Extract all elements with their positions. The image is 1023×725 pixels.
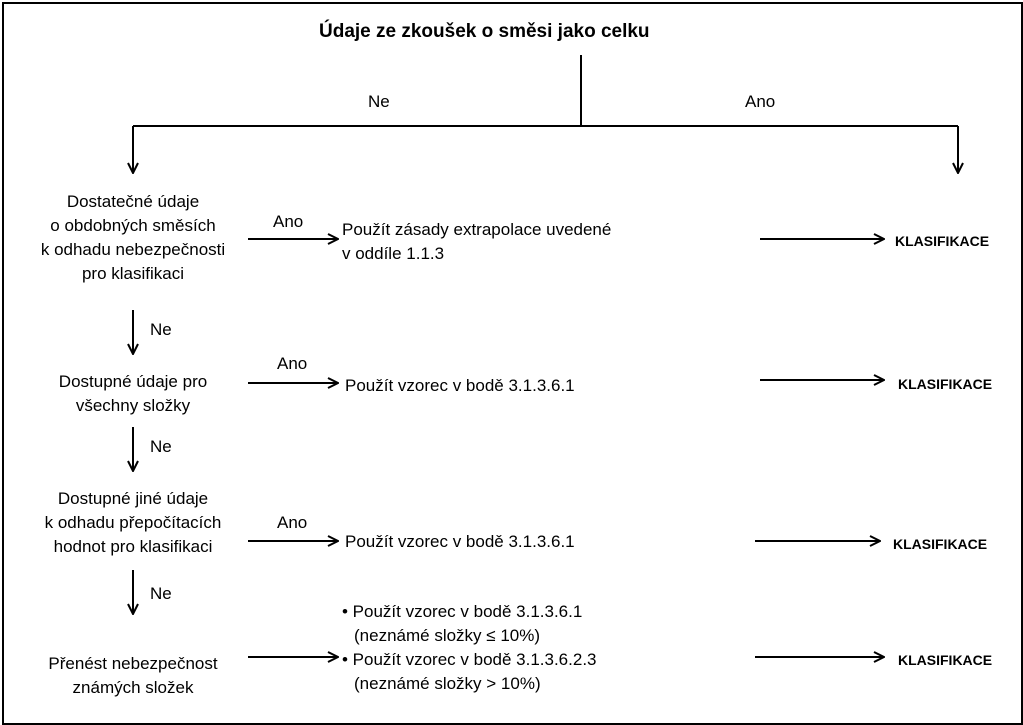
result-row1: KLASIFIKACE	[895, 233, 990, 249]
diagram-title: Údaje ze zkoušek o směsi jako celku	[319, 21, 650, 42]
action-row1: Použít zásady extrapolace uvedené v oddíle 1.1.3	[342, 220, 612, 263]
condition-row3: Dostupné jiné údaje k odhadu přepočítacích hodnot pro klasifikaci	[44, 489, 222, 556]
top-branch-yes: Ano	[745, 92, 776, 111]
action-row2: Použít vzorec v bodě 3.1.3.6.1	[345, 376, 575, 395]
no-label-3: Ne	[150, 584, 172, 603]
yes-label-row3: Ano	[277, 513, 308, 532]
yes-label-row1: Ano	[273, 212, 304, 231]
top-branch-no: Ne	[368, 92, 390, 111]
condition-row4: Přenést nebezpečnost známých složek	[48, 654, 218, 697]
yes-label-row2: Ano	[277, 354, 308, 373]
action-row4-bullet2: • Použít vzorec v bodě 3.1.3.6.2.3 (neznámé složky > 10%)	[342, 650, 597, 693]
action-row3: Použít vzorec v bodě 3.1.3.6.1	[345, 532, 575, 551]
no-label-2: Ne	[150, 437, 172, 456]
condition-row2: Dostupné údaje pro všechny složky	[58, 372, 208, 415]
result-row4: KLASIFIKACE	[898, 652, 993, 668]
action-row4-bullet1: • Použít vzorec v bodě 3.1.3.6.1 (neznámé složky ≤ 10%)	[342, 602, 583, 645]
result-row3: KLASIFIKACE	[893, 536, 988, 552]
result-row2: KLASIFIKACE	[898, 376, 993, 392]
no-label-1: Ne	[150, 320, 172, 339]
condition-row1: Dostatečné údaje o obdobných směsích k odhadu nebezpečnosti pro klasifikaci	[40, 192, 226, 283]
